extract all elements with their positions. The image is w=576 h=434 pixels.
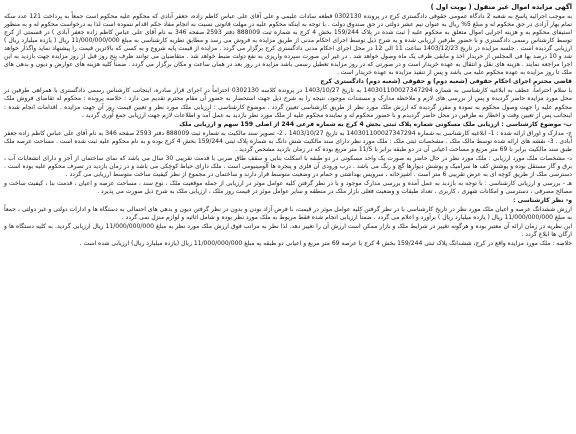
evaluation-paragraph: هـ - بررسی و ارزیابی کارشناسی : با توجه به بازدید به عمل آمده و بررسی مدارک موجود و با در نظر گرفتن کلیه عوامل موثر در ارزیابی از جمله موقعیت ملک ، نوع سند ، مساحت عرصه و اعیان ، قدمت بنا ، کیفیت ساخت و مصالح مصرفی ، دسترسی و امکانات شهری ، کاربری ، تعداد طبقات و وضعیت فعلی بازار ملک در منطقه و سایر عوامل موثر در قیمت روز ملک ، ارزیابی ملک به شرح ذیل صورت می پذیرد . <box>4 179 572 195</box>
expert-report-paragraph: با سلام احتراماً، عطف به ابلاغیه کارشناسی به شماره 140301100027347294 به تاریخ 1403/10/27 در پرونده کلاسه 0302130 احتراماً در اجرای قرار صادره، اینجانب کارشناس رسمی دادگستری با همراهی طرفین در محل مورد مزایده حاضر گردیده و پس از بررسی های لازم و ملاحظه مدارک و مستندات موجود، نتیجه را به شرح ذیل جهت استحضار به حضور آن مقام محترم تقدیم می دارد : خلاصه پرونده : محکوم له تقاضای فروش ملک محکوم علیه را جهت وصول محکوم به نموده و مقرر گردیده که ارزش ملک مورد نظر از طریق کارشناسی تعیین گردد . موضوع کارشناسی : ارزیابی ملک مورد نظر و تعیین قیمت روز آن جهت مزایده . اقدامات انجام شده : اینجانب پس از تعیین وقت و اخطار به طرفین در محل حاضر گردیدم و با حضور محکوم له و نماینده محکوم علیه از ملک مورد نظر بازدید به عمل آمد و اطلاعات لازم جهت ارزیابی جمع آوری گردید . <box>4 87 573 119</box>
closing-summary: خلاصه : ملک مورد مزایده واقع در کرج، ششدانگ پلاک ثبتی 159/244 بخش 4 کرج با عرصه 69 متر مربع و اعیانی دو طبقه به مبلغ 11/000/000/000 ریال (یازده میلیارد ریال) ارزیابی شده است . <box>79 240 572 248</box>
section-heading-judge: قاضی محترم اجرای احکام حقوقی (شعبه دوم) و حقوقی (شعبه دوم) دادگستری کرج <box>320 78 572 86</box>
section-heading-opinion: و- نظر کارشناسی : <box>513 197 572 205</box>
notice-title: آگهی مزایده اموال غیر منقول ( نوبت اول ) <box>430 3 572 11</box>
validity-paragraph: این نظریه در زمان ارائه آن معتبر بوده و هرگونه تغییر در شرایط ملک و بازار ممکن است ارزش آن را تغییر دهد. لذا نظر به مراتب فوق ارزش ملک مورد نظر به مبلغ 11/000/000/000 ریال ارزیابی گردید. به کلیه دستگاه ها و ارگان ها ابلاغ گردد . <box>4 223 572 239</box>
documents-paragraph: ج- مدارک و اوراق ارائه شده : 1- ابلاغیه کارشناسی به شماره 140301100027347294 به تاریخ 1403/10/27 ، 2- تصویر سند مالکیت به شماره ثبت 888009 دفتر 2593 صفحه 346 به نام آقای علی عباس کاظم زاده جعفر آبادی . 3- نقشه های ارائه شده توسط مالک ملک . مشخصات ثبتی ملک : ملک مورد نظر دارای سند مالکیت شش دانگ به شماره پلاک ثبتی 159/244 بخش 4 کرج بوده و به نام محکوم علیه ثبت شده است . مساحت عرصه ملک طبق سند مالکیت برابر با 69 متر مربع و مساحت اعیانی آن در دو طبقه برابر با 11/5 متر مربع بوده که در زمان بازدید مشخص گردید . <box>4 129 573 153</box>
section-heading-subject: ب- موضوع کارشناسی : ارزیابی ملک مسکونی شماره پلاک ثبتی بخش 4 کرج به شماره فرعی 244 از اصلی 159 سهم و ارزیابی ملک <box>179 120 572 128</box>
opinion-paragraph: ارزش ششدانگ عرصه و اعیان ملک مورد نظر در تاریخ کارشناسی با در نظر گرفتن کلیه عوامل موثر در قیمت، با فرض آزاد بودن و بدون در نظر گرفتن دیون و بدهی های احتمالی به دستگاه ها و ادارات دولتی و غیر دولتی ، جمعاً به مبلغ 11/000/000/000 ریال ( یازده میلیارد ریال ) برآورد و اعلام می گردد . ضمناً ارزیابی انجام شده فقط مربوط به ملک مورد نظر بوده و شامل اثاثیه و لوازم منزل نمی گردد . <box>4 206 572 222</box>
property-description-paragraph: د- مشخصات ملک مورد ارزیابی : ملک مورد نظر در حال حاضر به صورت یک واحد مسکونی در دو طبقه با اسکلت بنایی و سقف طاق ضربی با قدمت تقریبی 30 سال می باشد که نمای ساختمان از آجر و دارای انشعابات آب ، برق و گاز مستقل بوده و پوشش کف ها سرامیک و پوشش دیوارها گچ و رنگ می باشد . درب ورودی آن فلزی و پنجره ها آلومینیومی است . ملک دارای حیاط کوچکی می باشد و در زمان بازدید در تصرف محکوم علیه بوده است . دسترسی ملک از طریق کوچه ای به عرض تقریبی 6 متر است . آشپزخانه ، سرویس بهداشتی و حمام در وضعیت متوسط قرار دارند و ساختمان در مجموع از نظر کیفیت ساخت متوسط ارزیابی می گردد . <box>4 154 572 178</box>
intro-paragraph: به موجب اجرائیه پاسخ به شعبه 2 دادگاه عمومی حقوقی دادگستری کرج در پرونده 0302130 قطعه سادات علیمی و علی آقای علی عباس کاظم زاده، جعفر آبادی که محکوم علیه محکوم است جمعاً به پرداخت 121 عدد سکه تمام بهار آزادی در حق محکوم له و مبلغ 5% ریال به عنوان نیم عشر دولتی در حق صندوق دولت . با توجه به اینکه محکوم علیه در مهلت قانونی نسبت به انجام مفاد حکم اقدام ننموده است لذا به درخواست محکوم له و به منظور استیفای محکوم به و هزینه اجرایی اموال متعلق به محکوم علیه ( ثبت شده در پلاک 159/244 بخش 4 کرج به شماره ثبت 888009 دفتر 2593 صفحه 346 به نام آقای علی عباس کاظم زاده جعفر آبادی ) در قسمتی از کرج توسط کارشناس رسمی دادگستری و با حضور طرفین ارزیابی شده و به شرح ذیل توسط اجرای احکام مدنی از طریق مزایده به فروش می رسد و مطابق نظریه کارشناسی به مبلغ 11/000/000/000 ریال ( یازده میلیارد ریال ) ارزیابی گردیده است . جلسه مزایده در تاریخ 1403/12/23 ساعت 11 الی 12 در محل اجرای احکام مدنی دادگستری کرج برگزار می گردد . مزایده از قیمت پایه شروع و به کسی که بالاترین قیمت را پیشنهاد نماید واگذار خواهد شد و 10 درصد بها فی المجلس از خریدار اخذ و مابقی ظرف یک ماه وصول خواهد شد . در غیر این صورت سپرده واریزی به نفع دولت ضبط خواهد شد . متقاضیان می توانند ظرف پنج روز قبل از روز مزایده جهت بازدید به این اجرا مراجعه نمایند . هزینه های نقل و انتقال به عهده خریدار است و در صورتی که در روز مزایده تعطیل رسمی باشد مزایده در روز بعد در همان ساعت و مکان برگزار می گردد . ضمناً کلیه هزینه های عوارض و دیون و بدهی های ملک تا روز مزایده به عهده محکوم علیه می باشد و پس از تنفیذ مزایده به عهده خریدار است . <box>4 13 573 77</box>
